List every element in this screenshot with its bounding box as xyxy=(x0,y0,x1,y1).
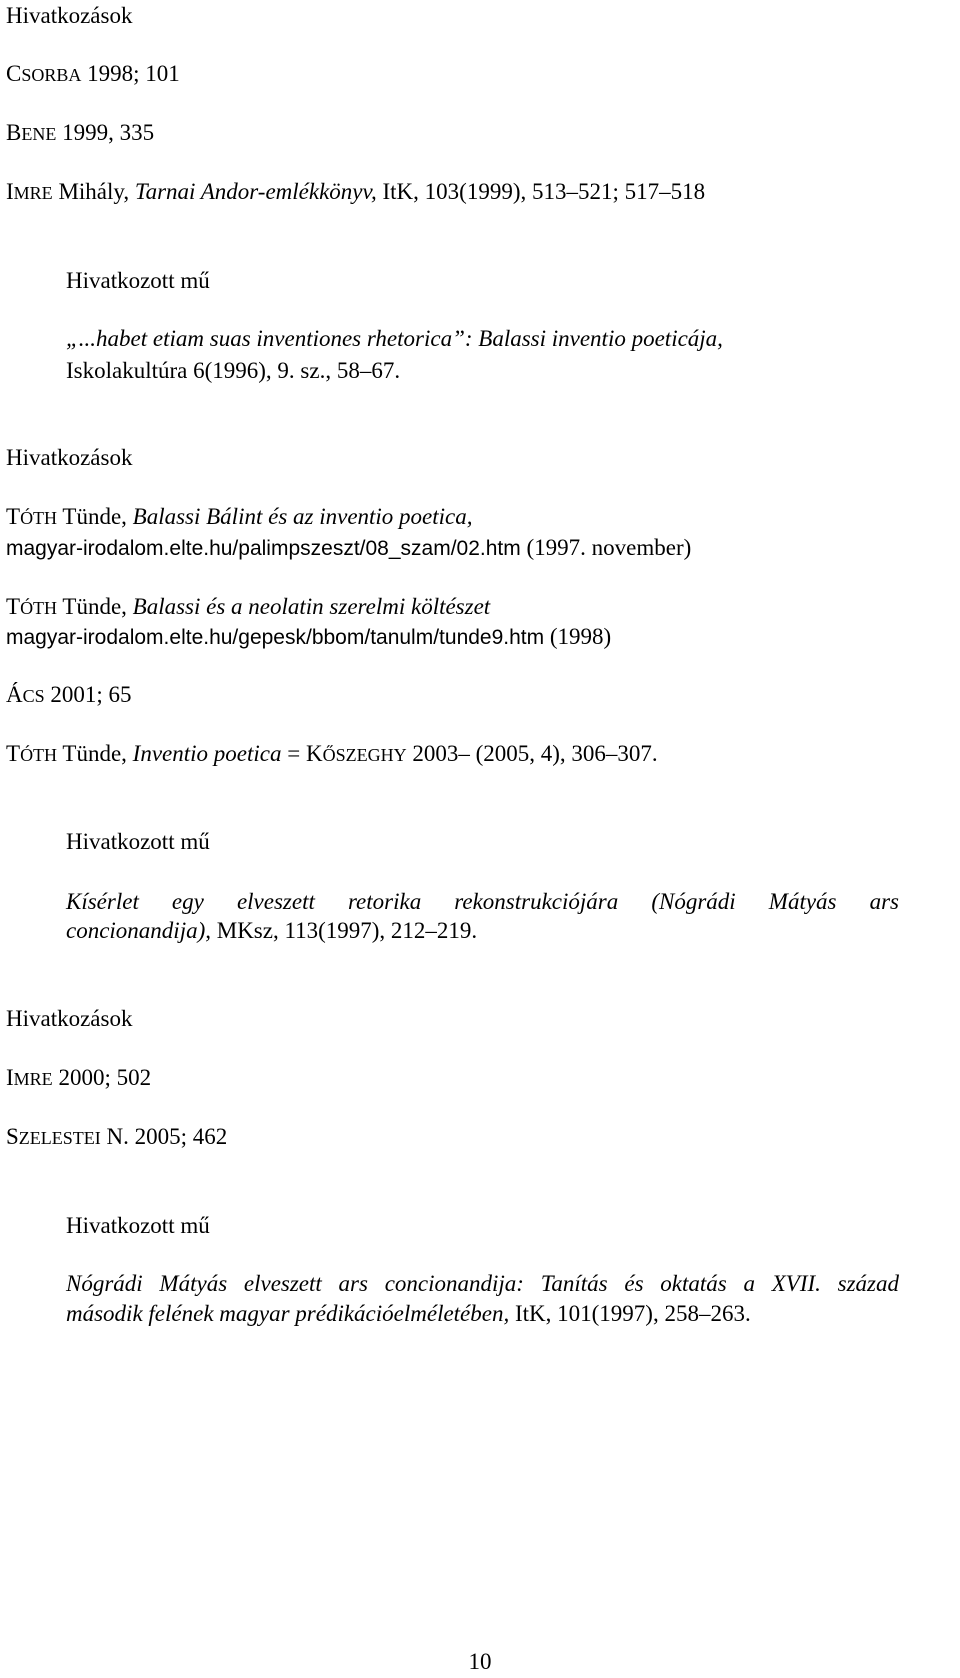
author-firstname: Tünde, xyxy=(57,504,133,529)
ref-toth-1 xyxy=(6,501,473,534)
author-smallcaps: ZELESTEI xyxy=(18,1128,101,1148)
author-smallcaps: MRE xyxy=(13,1069,53,1089)
ref-title: Inventio poetica xyxy=(132,741,282,766)
ref-detail: 2003– (2005, 4), 306–307. xyxy=(406,741,658,766)
cited-work-3-title xyxy=(66,1268,899,1300)
author-initial: I xyxy=(6,1065,14,1090)
cited-work-2-detail xyxy=(66,915,477,947)
author-smallcaps: MRE xyxy=(13,183,53,203)
work-detail: ItK, 101(1997), 258–263. xyxy=(509,1301,751,1326)
ref-detail: 2005; 462 xyxy=(128,1124,228,1149)
author-smallcaps: CS xyxy=(22,686,45,706)
ref-detail: 2000; 502 xyxy=(52,1065,152,1090)
cited-work-label-1: Hivatkozott mű xyxy=(66,268,210,293)
cited-work-label-3: Hivatkozott mű xyxy=(66,1213,210,1238)
ref-csorba xyxy=(6,58,180,91)
author-initial: I xyxy=(6,179,14,204)
url-link[interactable]: magyar-irodalom.elte.hu/gepesk/bbom/tanulm/tunde9.htm xyxy=(6,626,545,649)
author-smallcaps: ÓTH xyxy=(20,745,58,765)
author-initial: B xyxy=(6,120,22,145)
author-smallcaps: ÓTH xyxy=(20,508,58,528)
ref-szelestei xyxy=(6,1121,227,1154)
ref-imre-1999 xyxy=(6,176,705,209)
work-title-cont: concionandija), xyxy=(66,918,211,943)
author-firstname: Tünde, xyxy=(57,594,133,619)
cited-work-2-title xyxy=(66,886,899,918)
author-initial-n: N. xyxy=(100,1124,129,1149)
ref-toth-3 xyxy=(6,738,658,771)
ref-title: Balassi és a neolatin szerelmi költészet xyxy=(132,594,491,619)
author-initial: T xyxy=(6,741,21,766)
author-firstname: Mihály, xyxy=(52,179,135,204)
work-title: „...habet etiam suas inventiones rhetorica”: Balassi inventio poeticája, xyxy=(66,326,723,351)
author-initial: T xyxy=(6,594,21,619)
page-number: 10 xyxy=(468,1649,492,1674)
cited-work-label-2: Hivatkozott mű xyxy=(66,829,210,854)
source-initial: K xyxy=(305,741,323,766)
cited-work-3-detail xyxy=(66,1298,751,1330)
author-smallcaps: ÓTH xyxy=(20,598,58,618)
ref-detail: ItK, 103(1999), 513–521; 517–518 xyxy=(376,179,706,204)
author-initial: T xyxy=(6,504,21,529)
ref-toth-2-url-line xyxy=(6,621,611,654)
ref-bene xyxy=(6,117,154,150)
author-smallcaps: SORBA xyxy=(21,65,82,85)
author-smallcaps: ENE xyxy=(21,124,57,144)
work-title: Nógrádi Mátyás elveszett ars concionandija: Tanítás és oktatás a XVII. század xyxy=(66,1271,899,1296)
ref-toth-1-url-line xyxy=(6,532,691,565)
ref-toth-2 xyxy=(6,591,490,624)
author-initial: C xyxy=(6,61,22,86)
ref-title: Tarnai Andor-emlékkönyv, xyxy=(134,179,377,204)
ref-note: (1997. november) xyxy=(520,535,692,560)
ref-detail: 1999, 335 xyxy=(56,120,155,145)
author-initial: S xyxy=(6,1124,19,1149)
author-initial: Á xyxy=(6,682,23,707)
ref-acs xyxy=(6,679,132,712)
cited-work-1-detail: Iskolakultúra 6(1996), 9. sz., 58–67. xyxy=(66,358,401,383)
work-title: Kísérlet egy elveszett retorika rekonstrukciójára (Nógrádi Mátyás ars xyxy=(66,889,899,914)
work-detail: MKsz, 113(1997), 212–219. xyxy=(211,918,478,943)
url-link[interactable]: magyar-irodalom.elte.hu/palimpszeszt/08_szam/02.htm xyxy=(6,537,521,560)
ref-imre-2000 xyxy=(6,1062,151,1095)
equals-sign: = xyxy=(281,741,306,766)
ref-note: (1998) xyxy=(544,624,612,649)
heading-references-3: Hivatkozások xyxy=(6,1006,133,1031)
ref-title: Balassi Bálint és az inventio poetica, xyxy=(132,504,473,529)
author-firstname: Tünde, xyxy=(57,741,133,766)
heading-references-2: Hivatkozások xyxy=(6,445,133,470)
ref-detail: 2001; 65 xyxy=(44,682,132,707)
cited-work-1-title xyxy=(66,323,723,355)
work-title-cont: második felének magyar prédikációelméletében, xyxy=(66,1301,510,1326)
heading-references: Hivatkozások xyxy=(6,3,133,28)
source-smallcaps: ŐSZEGHY xyxy=(322,745,407,765)
ref-detail: 1998; 101 xyxy=(81,61,180,86)
